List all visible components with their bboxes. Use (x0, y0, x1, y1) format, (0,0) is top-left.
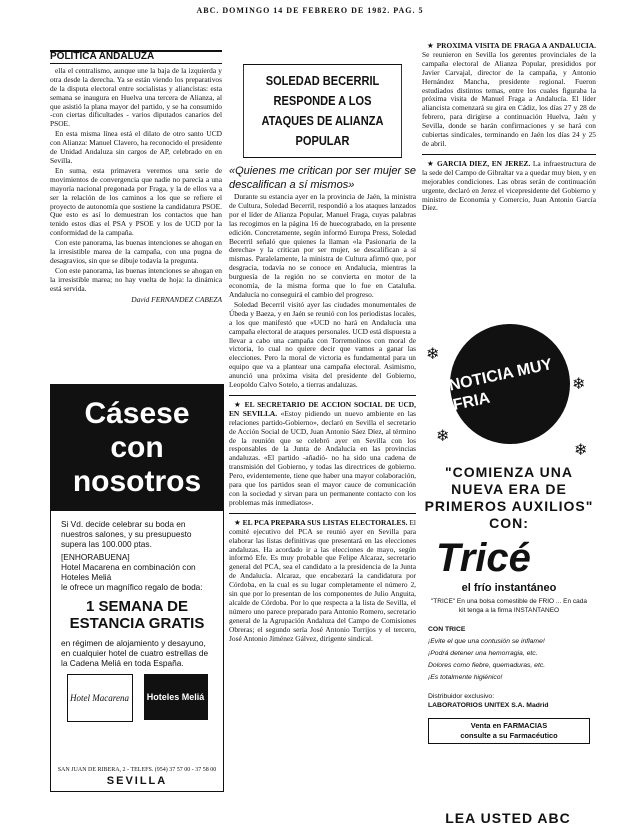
pharmacy-line: consulte a su Farmacéutico (460, 731, 558, 740)
middle-column-article (229, 64, 416, 812)
right-column-news (422, 42, 596, 308)
left-paragraph: Con este panorama, las buenas intenciones se ahogan en la irresistible marea de la campaña, con una pugna de desagravios, sin que se dibuje todavía la pregunta. (50, 238, 222, 265)
snowflake-icon: ❄ (572, 376, 586, 393)
byline: David FERNANDEZ CABEZA (131, 294, 222, 304)
trice-subtitle: el frío instantáneo (461, 582, 557, 594)
trice-benefits (428, 624, 590, 684)
divider (229, 395, 416, 396)
ad-line: [ENHORABUENA] (61, 552, 130, 562)
list-item: Dolores como fiebre, quemaduras, etc. (428, 662, 546, 669)
middle-paragraph: Soledad Becerril visitó ayer las ciudades monumentales de Úbeda y Baeza, y en Jaén se reunió con los periodistas locales, a los que manifestó que «UCD no hará en Andalucía una campaña electoral de ataques personales. UCD está dispuesta a llevar a cabo una campaña con Torremolinos con moral de victoria, lo cual no quiere decir que vamos a ganar las elecciones. Pero la moral de victoria es fundamental para un equipo que va a plantear una campaña electoral. Asimismo, anunció una próxima visita del presidente del Gobierno, Leopoldo Calvo Sotelo, a tierras andaluzas. (229, 299, 416, 390)
ad-line: Hotel Macarena en combinación con Hoteles Meliá (61, 562, 196, 582)
news-item: ★ EL SECRETARIO DE ACCION SOCIAL DE UCD, EN SEVILLA. «Estoy pidiendo un nuevo ambiente en las relaciones partido-Gobierno», declaró en Sevilla el secretario de Acción Social de UCD, Juan Antonio Sáez Díez, al término de la reunión que se celebró ayer en Sevilla con los responsables de la Junta de Andalucía en las provincias andaluzas. «El partido -añadió- no ha sido una cadena de transmisión del Gobierno, y todas las directrices de gobierno. Pero, evidentemente, tiene que haber una mayor colaboración, para que los partidos sean el mayor cauce de comunicación con la sociedad y sirvan para un permanente contacto con los problemas más inmediatos». (229, 399, 416, 507)
item-text: Se reunieron en Sevilla los gerentes provinciales de la campaña electoral de Alianza Popular, presididos por Javier Carvajal, director de la campaña, y Antonio Hernández Mancha, presidente regional. Fueron estudiados distintos temas, entre los cuales figuraba la próxima visita de Manuel Fraga a Andalucía. El líder aliancista comenzará su gira en Cádiz, los días 27 y 28 de febrero, para dirigirse a continuación Huelva, Jaén y Sevilla, donde se harán confirmaciones y se hará con cubiertas sindicales, terminando en Jaén los días 24 y 25 de abril. (422, 49, 596, 148)
left-column-article (50, 50, 222, 378)
item-text: «Estoy pidiendo un nuevo ambiente en las relaciones partido-Gobierno», declaró en Sevilla el secretario de Acción Social de UCD, Juan Antonio Sáez Díez, al término de la reunión que se celebró ayer en Sevilla con los responsables de la Junta de Andalucía en las provincias andaluzas. «El partido -añadió- no ha sido una cadena de transmisión del Gobierno, y todas las directrices de gobierno. Pero, evidentemente, tiene que haber una mayor colaboración, para que los partidos sean el mayor cauce de comunicación con la sociedad y sirvan para un permanente contacto con los problemas más inmediatos». (229, 408, 416, 507)
news-item: ★ GARCIA DIEZ, EN JEREZ. La infraestructura de la sede del Campo de Gibraltar va a quedar muy bien, y en mejorables condiciones. Las obras serán de continuación urgente, declaró en Jerez el vicepresidente del Gobierno y ministro de Economía y Comercio, Juan Antonio García Díez. (422, 158, 596, 213)
news-item: ★ PROXIMA VISITA DE FRAGA A ANDALUCIA. Se reunieron en Sevilla los gerentes provinciales de la campaña electoral de Alianza Popular, presididos por Javier Carvajal, director de la campaña, y Antonio Hernández Mancha, presidente regional. Fueron estudiados distintos temas, entre los cuales figuraba la próxima visita de Manuel Fraga a Andalucía. El líder aliancista comenzará su gira en Cádiz, los días 27 y 28 de febrero, para dirigirse a continuación Huelva, Jaén y Sevilla, donde se harán confirmaciones y se hará con cubiertas sindicales, terminando en Jaén los días 24 y 25 de abril. (422, 42, 596, 148)
news-item: ★ EL PCA PREPARA SUS LISTAS ELECTORALES. El comité ejecutivo del PCA se reunió ayer en Sevilla para elaborar las listas definitivas que presentará en las elecciones andaluzas. Ha acordado ir a las elecciones de mayo, según informó Efe. Es muy probable que Felipe Alcaraz, secretario general del PCA, sea el candidato a la presidencia de la Junta de Andalucía. Alcaraz, que encabezará la candidatura por Córdoba, en la cual es su lugar completamente el número 2, sin que por lo presentan de los componentes de Julio Anguita, alcalde de Córdoba. Por lo que respecta a la lista de Sevilla, el número uno parece preparado para Antonio Romero, secretario general de la Agrupación Andaluza del Campo de Comisiones Obreras; el segundo sería José Antonio Torrijos y el tercero, José Antonio Jiménez Gálvez, dirigente sindical. (229, 517, 416, 643)
section-title: POLITICA ANDALUZA (50, 50, 222, 64)
divider (229, 513, 416, 514)
divider (422, 154, 596, 155)
hotel-logos (61, 674, 213, 722)
trice-logo: Tricé (436, 536, 531, 580)
wreath-badge: NOTICIA MUY FRIA (439, 314, 581, 455)
item-text: El comité ejecutivo del PCA se reunió ayer en Sevilla para elaborar las listas definitivas que presentará en las elecciones andaluzas. Ha acordado ir a las elecciones de mayo, según informó Efe. Es muy probable que Felipe Alcaraz, secretario general del PCA, sea el candidato a la presidencia de la Junta de Andalucía. Alcaraz, que encabezará la candidatura por Córdoba, en la cual es su lugar completamente el número 2, sin que por lo presentan de los componentes de Julio Anguita, alcalde de Córdoba. Por lo que respecta a la lista de Sevilla, el número uno parece preparado para Antonio Romero, secretario general de la Agrupación Andaluza del Campo de Comisiones Obreras; el segundo sería José Antonio Torrijos y el tercero, José Antonio Jiménez Gálvez, dirigente sindical. (229, 517, 416, 643)
ad-slogan: "COMIENZA UNA NUEVA ERA DE PRIMEROS AUXILIOS" CON: (424, 464, 594, 531)
ad-line: Si Vd. decide celebrar su boda en nuestros salones, y su presupuesto supera las 100.000 ptas. (61, 519, 192, 549)
distributor-name: LABORATORIOS UNITEX S.A. Madrid (428, 702, 549, 709)
item-lead: EL PCA PREPARA SUS LISTAS ELECTORALES. (242, 517, 408, 527)
lea-usted-abc: LEA USTED ABC (445, 810, 571, 826)
ad-address: SAN JUAN DE RIBERA, 2 - TELEFS. (954) 37 57 00 - 37 58 00 (57, 767, 217, 773)
ad-offer-detail: en régimen de alojamiento y desayuno, en cualquier hotel de cuatro estrellas de la Cadena Meliá en toda España. (61, 638, 209, 668)
trice-ad (422, 314, 596, 798)
ad-line: le ofrece un magnífico regalo de boda: (61, 582, 203, 592)
trice-copy: "TRICE" En una bolsa comestible de FRIO ... En cada kit tenga a la firma INSTANTANEO (431, 598, 587, 614)
list-item: ¡Es totalmente higiénico! (428, 674, 503, 681)
item-lead: EL SECRETARIO DE ACCION SOCIAL DE UCD, EN SEVILLA. (229, 399, 416, 418)
snowflake-icon: ❄ (574, 442, 588, 459)
item-lead: GARCIA DIEZ, EN JEREZ. (437, 158, 531, 168)
pharmacy-line: Venta en FARMACIAS (470, 721, 548, 730)
hoteles-melia-logo: Hoteles Meliá (144, 674, 208, 720)
ad-body (51, 511, 223, 730)
page-header: ABC. DOMINGO 14 DE FEBRERO DE 1982. PAG. 5 (196, 6, 424, 15)
pharmacy-box (428, 718, 590, 744)
list-title: CON TRICE (428, 626, 466, 633)
ad-banner: Cásese con nosotros (51, 385, 223, 511)
left-paragraph: ella el centralismo, aunque une la baja de la izquierda y otra desde la derecha. Ya se están viendo los preparativos de la disputa electoral entre socialistas y aliancistas: esta semana se inaugura en Huelva una tercera de Alianza, al que asistió la plana mayor del partido, y se ha consumido -con ciertas dificultades - varios diputados canarios del PSOE. (50, 65, 222, 129)
wedding-hotel-ad (50, 384, 224, 792)
distributor-label: Distribuidor exclusivo: (428, 693, 495, 700)
list-item: ¡Podrá detener una hemorragia, etc. (428, 650, 538, 657)
left-paragraph: Con este panorama, las buenas intenciones se ahogan en la irresistible marea; no hay vuelta de hoja: la dinámica está servida. (50, 265, 222, 293)
item-text: La infraestructura de la sede del Campo de Gibraltar va a quedar muy bien, y en mejorables condiciones. Las obras serán de continuación urgente, declaró en Jerez el vicepresidente del Gobierno y ministro de Economía y Comercio, Juan Antonio García Díez. (422, 158, 596, 213)
left-paragraph: En esta misma línea está el dilato de otro santo UCD con Alianza: Manuel Clavero, ha reconocido el presidente de Unidad Andaluza sin cargos de AP, celebrado en en Sevilla. (50, 129, 222, 165)
list-item: ¡Evite el que una contusión se inflame! (428, 638, 545, 645)
snowflake-icon: ❄ (436, 428, 450, 445)
middle-paragraph: Durante su estancia ayer en la provincia de Jaén, la ministra de Cultura, Soledad Becerril, respondió a los ataques lanzados por el líder de Alianza Popular, Manuel Fraga, cuyas palabras las recogimos en la página 16 de huecograbado, en la presente edición. Concretamente, según informó Europa Press, Soledad Becerril señaló que quienes la llaman «la Pasionaria de la derecha» y la critican por ser mujer, se descalifican a sí mismas. Paralelamente, la ministra de Cultura afirmó que, por desgracia, todavía no se conoce en Andalucía, mientras la burguesía de la región no se convierta en motor de la economía, de la misma forma que lo fue en Cataluña. Andalucía no conseguirá el cambio del progreso. (229, 192, 416, 299)
distributor (428, 692, 590, 710)
ad-offer: 1 SEMANA DE ESTANCIA GRATIS (69, 598, 205, 632)
headline: SOLEDAD BECERRIL RESPONDE A LOS ATAQUES DE ALIANZA POPULAR (243, 64, 402, 158)
item-lead: PROXIMA VISITA DE FRAGA A ANDALUCIA. (436, 42, 596, 50)
snowflake-icon: ❄ (426, 346, 440, 363)
hotel-macarena-logo: Hotel Macarena (67, 674, 133, 722)
ad-city: SEVILLA (106, 775, 168, 787)
deck: «Quienes me critican por ser mujer se descalifican a sí mismos» (229, 165, 416, 191)
left-paragraph: En suma, esta primavera veremos una serie de movimientos de convergencia que nadie no parecía a una mayoría nacional pregonada por Fraga, y la de ellos va a ser la relación de los caminos a los que se refiere el proyecto de autonomía que sostiene la candidatura PSOE. Que esto es así lo demuestran los contactos que han tenido estos días el PSA y PSOE y los de UCD por la conformidad de la campaña. (50, 165, 222, 238)
